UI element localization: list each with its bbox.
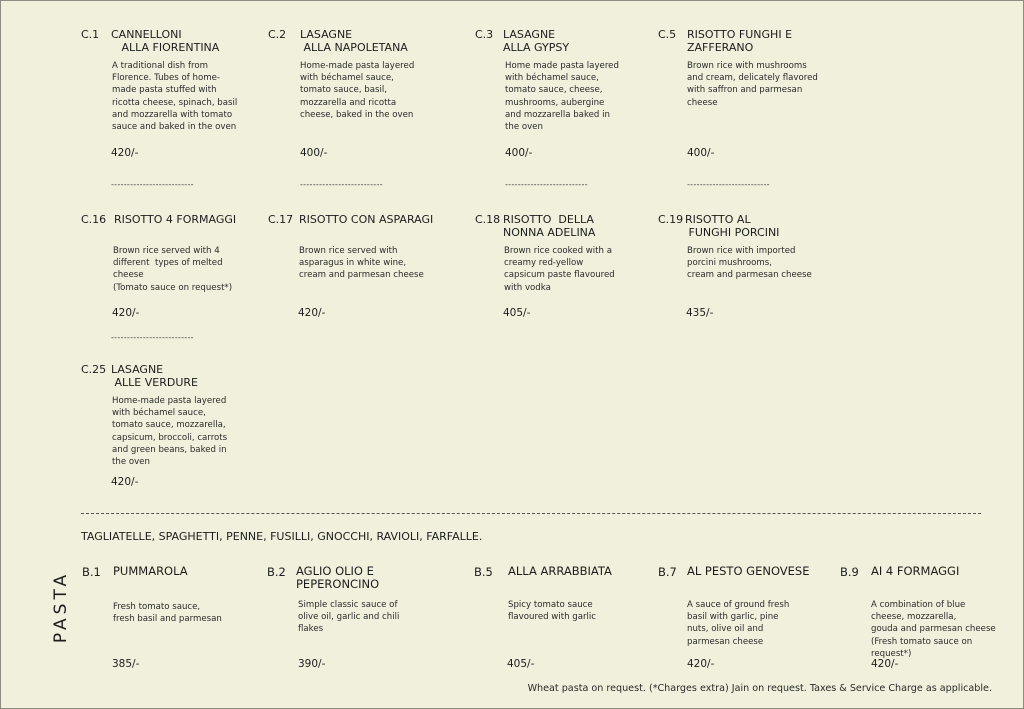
item-title: ALLA ARRABBIATA xyxy=(508,564,612,578)
item-description: Simple classic sauce of olive oil, garlic and chili flakes xyxy=(298,600,400,635)
item-description: A combination of blue cheese, mozzarella, gouda and parmesan cheese (Fresh tomato sauce on request*) xyxy=(871,600,996,659)
item-description: Brown rice with imported porcini mushrooms, cream and parmesan cheese xyxy=(687,246,812,281)
item-divider: -------------------------- xyxy=(111,333,194,342)
item-code: C.18 xyxy=(475,213,501,226)
item-divider: -------------------------- xyxy=(505,180,588,189)
section-divider xyxy=(81,513,981,514)
item-title: PUMMAROLA xyxy=(113,564,188,578)
item-title: LASAGNE ALLA NAPOLETANA xyxy=(300,28,408,54)
item-price: 420/- xyxy=(871,658,899,670)
item-divider: -------------------------- xyxy=(300,180,383,189)
item-price: 390/- xyxy=(298,658,326,670)
item-code: C.25 xyxy=(81,363,107,376)
item-description: Home-made pasta layered with béchamel sauce, tomato sauce, basil, mozzarella and ricotta cheese, baked in the oven xyxy=(300,61,415,120)
item-price: 420/- xyxy=(687,658,715,670)
item-title: LASAGNE ALLA GYPSY xyxy=(503,28,570,54)
item-description: Brown rice served with 4 different types of melted cheese (Tomato sauce on request*) xyxy=(113,246,233,293)
item-code: C.5 xyxy=(658,28,677,41)
item-description: A sauce of ground fresh basil with garlic, pine nuts, olive oil and parmesan cheese xyxy=(687,600,790,647)
pasta-types-heading: TAGLIATELLE, SPAGHETTI, PENNE, FUSILLI, GNOCCHI, RAVIOLI, FARFALLE. xyxy=(81,530,483,543)
item-title: LASAGNE ALLE VERDURE xyxy=(111,363,198,389)
item-price: 400/- xyxy=(505,147,533,159)
item-description: Home-made pasta layered with béchamel sauce, tomato sauce, mozzarella, capsicum, broccoli, carrots and green beans, baked in the oven xyxy=(112,396,228,468)
item-code: C.1 xyxy=(81,28,100,41)
item-code: C.2 xyxy=(268,28,287,41)
item-title: RISOTTO 4 FORMAGGI xyxy=(114,213,237,226)
item-price: 420/- xyxy=(111,476,139,488)
item-title: CANNELLONI ALLA FIORENTINA xyxy=(111,28,220,54)
item-description: A traditional dish from Florence. Tubes of home- made pasta stuffed with ricotta cheese, spinach, basil and mozzarella with tomato sauce and baked in the oven xyxy=(112,61,238,133)
pasta-side-label: PASTA xyxy=(51,570,71,644)
item-code: B.7 xyxy=(658,565,677,579)
item-description: Home made pasta layered with béchamel sauce, tomato sauce, cheese, mushrooms, aubergine and mozzarella baked in the oven xyxy=(505,61,619,133)
item-code: B.1 xyxy=(82,565,101,579)
item-price: 435/- xyxy=(686,307,714,319)
item-code: C.17 xyxy=(268,213,294,226)
item-price: 400/- xyxy=(687,147,715,159)
item-title: RISOTTO AL FUNGHI PORCINI xyxy=(685,213,780,239)
footer-note: Wheat pasta on request. (*Charges extra) Jain on request. Taxes & Service Charge as applicable. xyxy=(527,683,992,694)
item-divider: -------------------------- xyxy=(687,180,770,189)
item-title: RISOTTO DELLA NONNA ADELINA xyxy=(503,213,596,239)
item-price: 420/- xyxy=(111,147,139,159)
item-description: Brown rice served with asparagus in white wine, cream and parmesan cheese xyxy=(299,246,424,281)
item-divider: -------------------------- xyxy=(111,180,194,189)
item-price: 400/- xyxy=(300,147,328,159)
item-price: 420/- xyxy=(112,307,140,319)
item-code: C.16 xyxy=(81,213,107,226)
item-price: 405/- xyxy=(503,307,531,319)
item-price: 405/- xyxy=(507,658,535,670)
item-description: Spicy tomato sauce flavoured with garlic xyxy=(508,600,597,623)
item-price: 385/- xyxy=(112,658,140,670)
item-title: RISOTTO CON ASPARAGI xyxy=(299,213,434,226)
item-title: AI 4 FORMAGGI xyxy=(871,564,960,578)
item-title: AGLIO OLIO E PEPERONCINO xyxy=(296,564,380,591)
item-description: Brown rice cooked with a creamy red-yellow capsicum paste flavoured with vodka xyxy=(504,246,615,293)
item-code: B.5 xyxy=(474,565,493,579)
item-title: RISOTTO FUNGHI E ZAFFERANO xyxy=(687,28,793,54)
item-price: 420/- xyxy=(298,307,326,319)
item-code: C.3 xyxy=(475,28,494,41)
item-code: C.19 xyxy=(658,213,684,226)
item-code: B.2 xyxy=(267,565,286,579)
item-description: Brown rice with mushrooms and cream, delicately flavored with saffron and parmesan cheese xyxy=(687,61,818,108)
item-code: B.9 xyxy=(840,565,859,579)
item-title: AL PESTO GENOVESE xyxy=(687,564,810,578)
item-description: Fresh tomato sauce, fresh basil and parmesan xyxy=(113,602,222,625)
